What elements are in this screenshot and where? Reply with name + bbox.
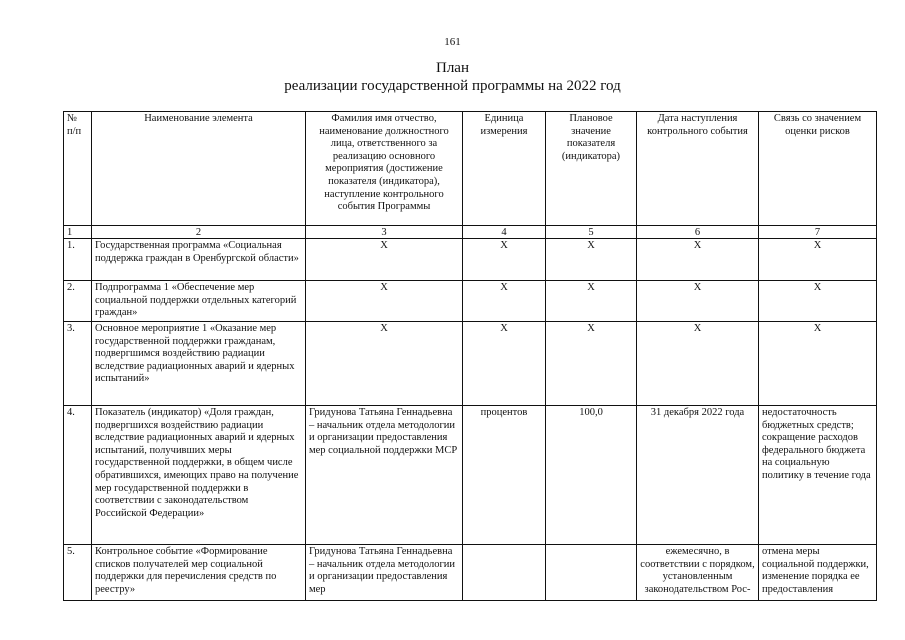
row-responsible: Х: [306, 281, 463, 322]
row-num: 3.: [64, 322, 92, 406]
row-num: 5.: [64, 545, 92, 601]
title-line-2: реализации государственной программы на 2022 год: [284, 78, 621, 94]
header-value: Плановое значение показателя (индикатора): [546, 112, 637, 226]
row-name: Показатель (индикатор) «Доля граждан, подвергшихся воздействию радиации вследствие радиационных аварий и ядерных испытаний, получивших меры государственной поддержки, в общем числе обратившихся, имеющих право на получение мер государственной поддержки в соответствии с законодательством Российской Федерации»: [92, 406, 306, 545]
row-date: 31 декабря 2022 года: [637, 406, 759, 545]
row-value: [546, 545, 637, 601]
plan-table: [63, 111, 877, 601]
row-unit: [463, 545, 546, 601]
row-name: Основное мероприятие 1 «Оказание мер государственной поддержки гражданам, подвергшимся воздействию радиации вследствие радиационных аварий и ядерных испытаний»: [92, 322, 306, 406]
column-number: 2: [92, 226, 306, 239]
row-risk: недостаточность бюджетных средств; сокращение расходов федерального бюджета на социальную политику в течение года: [759, 406, 877, 545]
row-num: 4.: [64, 406, 92, 545]
row-risk: Х: [759, 281, 877, 322]
table-row: [64, 322, 877, 406]
row-num: 1.: [64, 239, 92, 281]
row-unit: Х: [463, 322, 546, 406]
header-risk: Связь со значением оценки рисков: [759, 112, 877, 226]
row-value: Х: [546, 281, 637, 322]
row-num: 2.: [64, 281, 92, 322]
row-responsible: Х: [306, 322, 463, 406]
row-value: Х: [546, 239, 637, 281]
row-date: Х: [637, 322, 759, 406]
row-value: 100,0: [546, 406, 637, 545]
row-responsible: Х: [306, 239, 463, 281]
page-number: 161: [444, 36, 461, 48]
column-number: 5: [546, 226, 637, 239]
row-responsible: Гридунова Татьяна Геннадьевна – начальник отдела методологии и организации предоставления мер: [306, 545, 463, 601]
table-row: [64, 281, 877, 322]
column-number-row: [64, 226, 877, 239]
header-unit: Единица измерения: [463, 112, 546, 226]
header-responsible: Фамилия имя отчество, наименование должностного лица, ответственного за реализацию основного мероприятия (достижение показателя (индикатора), наступление контрольного события Программы: [306, 112, 463, 226]
header-row: [64, 112, 877, 226]
header-date: Дата наступления контрольного события: [637, 112, 759, 226]
column-number: 3: [306, 226, 463, 239]
row-date: Х: [637, 281, 759, 322]
header-num: № п/п: [64, 112, 92, 226]
table-row: [64, 545, 877, 601]
row-risk: Х: [759, 239, 877, 281]
row-name: Государственная программа «Социальная поддержка граждан в Оренбургской области»: [92, 239, 306, 281]
column-number: 1: [64, 226, 92, 239]
row-name: Контрольное событие «Формирование списков получателей мер социальной поддержки для перечисления средств по реестру»: [92, 545, 306, 601]
column-number: 4: [463, 226, 546, 239]
row-unit: Х: [463, 281, 546, 322]
document-title: [0, 59, 905, 95]
row-name: Подпрограмма 1 «Обеспечение мер социальной поддержки отдельных категорий граждан»: [92, 281, 306, 322]
row-risk: Х: [759, 322, 877, 406]
row-date: Х: [637, 239, 759, 281]
row-responsible: Гридунова Татьяна Геннадьевна – начальник отдела методологии и организации предоставления мер социальной поддержки МСР: [306, 406, 463, 545]
row-value: Х: [546, 322, 637, 406]
column-number: 7: [759, 226, 877, 239]
row-date: ежемесячно, в соответствии с порядком, установленным законодательством Рос-: [637, 545, 759, 601]
table-row: [64, 406, 877, 545]
row-unit: процентов: [463, 406, 546, 545]
header-name: Наименование элемента: [92, 112, 306, 226]
column-number: 6: [637, 226, 759, 239]
table-row: [64, 239, 877, 281]
title-line-1: План: [435, 60, 469, 76]
row-risk: отмена меры социальной поддержки, изменение порядка ее предоставления: [759, 545, 877, 601]
row-unit: Х: [463, 239, 546, 281]
